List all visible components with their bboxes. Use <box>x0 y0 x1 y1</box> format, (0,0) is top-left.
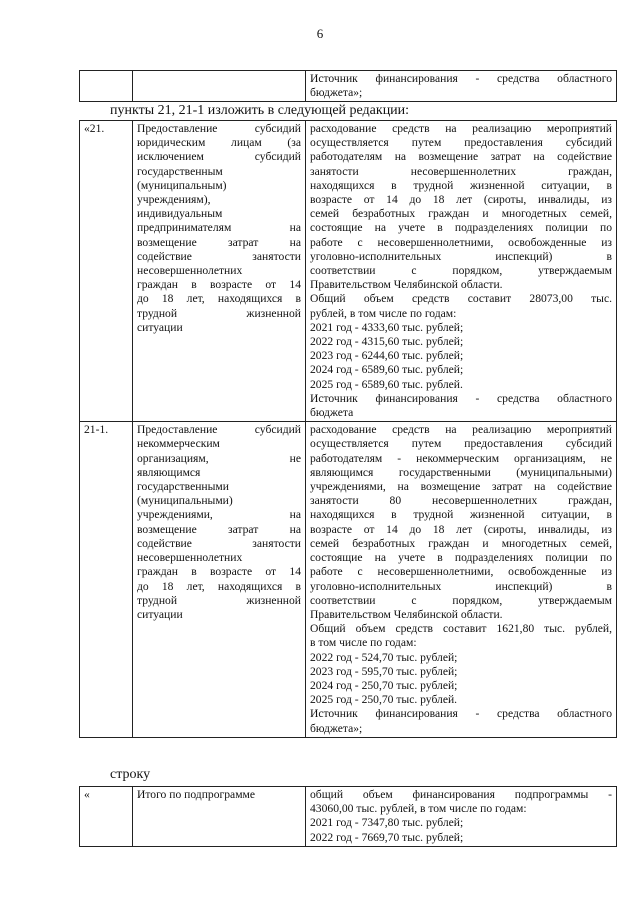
page-number: 6 <box>316 26 324 41</box>
text-line: 2024 год - 250,70 тыс. рублей; <box>310 678 458 692</box>
section-heading: пункты 21, 21-1 изложить в следующей редакции: <box>110 103 410 118</box>
text-line: 2023 год - 6244,60 тыс. рублей; <box>310 349 464 363</box>
text-line: государственными <box>137 480 229 494</box>
text-line: содействие занятости <box>137 536 301 550</box>
num-cell <box>80 787 133 847</box>
text-line: 2024 год - 6589,60 тыс. рублей; <box>310 363 464 377</box>
table-main <box>79 120 617 738</box>
text-line: учреждениями, на возмещение затрат на содействие <box>310 480 612 494</box>
row-name: Итого по подпрограмме <box>137 788 256 801</box>
table-row <box>80 121 617 422</box>
text-line: 2022 год - 524,70 тыс. рублей; <box>310 650 458 664</box>
table-bottom-fragment <box>79 786 617 847</box>
text-line: соответствии с порядком, утверждаемым <box>310 264 612 278</box>
text-line: работодателям - некоммерческим организациям, не <box>310 451 612 465</box>
text-line: находящихся в трудной жизненной ситуации, в <box>310 508 612 522</box>
text-line: находящихся в трудной жизненной ситуации, в <box>310 178 612 192</box>
text-line: бюджета <box>310 406 354 420</box>
text-line: трудной жизненной <box>137 306 301 320</box>
text-line: 2025 год - 250,70 тыс. рублей. <box>310 693 458 707</box>
text-line: уголовно-исполнительных инспекций) в <box>310 249 612 263</box>
name-cell <box>133 787 306 847</box>
text-line: возрасте от 14 до 18 лет (сироты, инвалиды, из <box>310 193 612 207</box>
text-line: некоммерческим <box>137 437 220 451</box>
text-line: Общий объем средств составит 28073,00 тыс. <box>310 292 612 306</box>
text-line: 2021 год - 7347,80 тыс. рублей; <box>310 816 464 830</box>
table-row <box>80 422 617 737</box>
text-line: несовершеннолетних <box>137 551 243 565</box>
text-line: (муниципальным) <box>137 178 227 192</box>
text-line: работе с несовершеннолетними, освобожденные из <box>310 235 612 249</box>
text-line: 2023 год - 595,70 тыс. рублей; <box>310 664 458 678</box>
num-cell <box>80 121 133 422</box>
text-line: состоящие на учете в подразделениях полиции по <box>310 221 612 235</box>
text-line: в том числе по годам: <box>310 636 417 650</box>
text-line: Источник финансирования - средства областного <box>310 391 612 405</box>
text-line: содействие занятости <box>137 249 301 263</box>
text-line: возмещение затрат на <box>137 235 301 249</box>
text-line: ситуации <box>137 320 183 334</box>
text-line: граждан в возрасте от 14 <box>137 278 301 292</box>
text-line: 2022 год - 4315,60 тыс. рублей; <box>310 335 464 349</box>
desc-line: бюджета»; <box>310 86 363 100</box>
text-line: 2021 год - 4333,60 тыс. рублей; <box>310 320 464 334</box>
text-line: государственным <box>137 164 223 178</box>
text-line: бюджета»; <box>310 721 363 735</box>
text-line: Правительством Челябинской области. <box>310 278 503 292</box>
section-heading: строку <box>110 767 151 782</box>
text-line: несовершеннолетних <box>137 264 243 278</box>
text-line: Правительством Челябинской области. <box>310 607 503 621</box>
text-line: 43060,00 тыс. рублей, в том числе по годам: <box>310 802 527 816</box>
text-line: граждан в возрасте от 14 <box>137 565 301 579</box>
desc-cell <box>306 121 617 422</box>
text-line: семей безработных граждан и многодетных семей, <box>310 207 612 221</box>
text-line: ситуации <box>137 607 183 621</box>
text-line: являющимся государственными (муниципальными) <box>310 465 612 479</box>
text-line: общий объем финансирования подпрограммы - <box>310 788 612 801</box>
text-line: осуществляется путем предоставления субсидий <box>310 136 612 150</box>
table-row <box>80 71 617 102</box>
text-line: юридическим лицам (за <box>137 136 301 150</box>
table-top-fragment <box>79 70 617 102</box>
text-line: до 18 лет, находящихся в <box>137 579 301 593</box>
num-cell <box>80 71 133 102</box>
text-line: организациям, не <box>137 451 301 465</box>
name-cell <box>133 71 306 102</box>
text-line: (муниципальными) <box>137 494 233 508</box>
text-line: состоящие на учете в подразделениях полиции по <box>310 551 612 565</box>
text-line: Предоставление субсидий <box>137 122 301 135</box>
text-line: работе с несовершеннолетними, освобожденные из <box>310 565 612 579</box>
text-line: индивидуальным <box>137 207 223 221</box>
text-line: исключением субсидий <box>137 150 301 164</box>
text-line: соответствии с порядком, утверждаемым <box>310 593 612 607</box>
text-line: осуществляется путем предоставления субсидий <box>310 437 612 451</box>
desc-cell <box>306 422 617 737</box>
text-line: Общий объем средств составит 1621,80 тыс. рублей, <box>310 622 612 636</box>
text-line: работодателям на возмещение затрат на содействие <box>310 150 612 164</box>
desc-line: Источник финансирования - средства областного <box>310 72 612 85</box>
text-line: занятости 80 несовершеннолетних граждан, <box>310 494 612 508</box>
text-line: до 18 лет, находящихся в <box>137 292 301 306</box>
text-line: рублей, в том числе по годам: <box>310 306 457 320</box>
text-line: Источник финансирования - средства областного <box>310 707 612 721</box>
text-line: Предоставление субсидий <box>137 423 301 437</box>
desc-cell <box>306 71 617 102</box>
text-line: расходование средств на реализацию мероприятий <box>310 423 612 437</box>
row-number: «21. <box>84 122 105 135</box>
text-line: являющимся <box>137 465 201 479</box>
text-line: возрасте от 14 до 18 лет (сироты, инвалиды, из <box>310 522 612 536</box>
text-line: семей безработных граждан и многодетных семей, <box>310 536 612 550</box>
text-line: трудной жизненной <box>137 593 301 607</box>
text-line: учреждениями, на <box>137 508 301 522</box>
desc-cell <box>306 787 617 847</box>
text-line: учреждениям), <box>137 193 211 207</box>
row-number: « <box>84 788 90 801</box>
text-line: уголовно-исполнительных инспекций) в <box>310 579 612 593</box>
text-line: 2025 год - 6589,60 тыс. рублей. <box>310 377 463 391</box>
text-line: возмещение затрат на <box>137 522 301 536</box>
text-line: 2022 год - 7669,70 тыс. рублей; <box>310 830 464 844</box>
text-line: предпринимателям на <box>137 221 301 235</box>
text-line: занятости несовершеннолетних граждан, <box>310 164 612 178</box>
row-number: 21-1. <box>84 423 109 437</box>
text-line: расходование средств на реализацию мероприятий <box>310 122 612 135</box>
num-cell <box>80 422 133 737</box>
name-cell <box>133 121 306 422</box>
table-row <box>80 787 617 847</box>
name-cell <box>133 422 306 737</box>
